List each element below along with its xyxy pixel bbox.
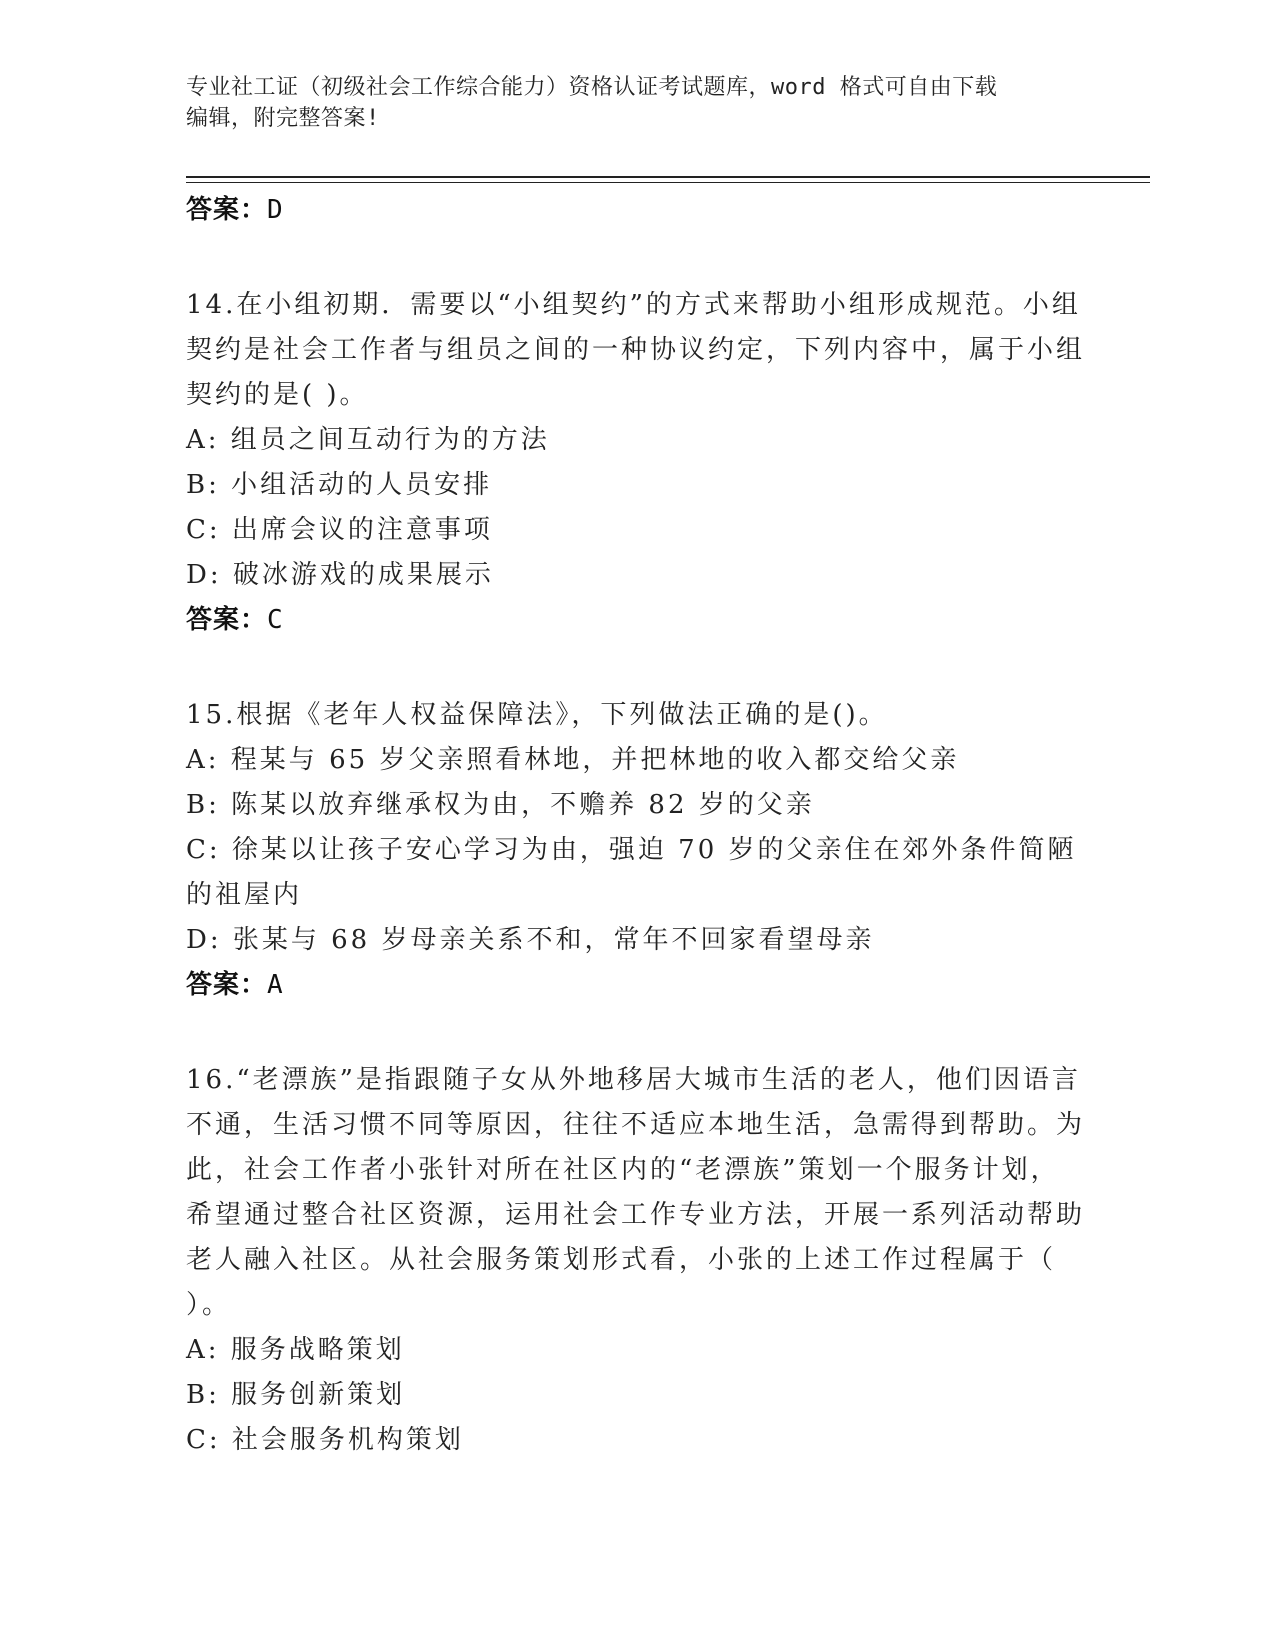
question-14-option-d: D: 破冰游戏的成果展示 — [186, 560, 494, 590]
question-15-answer — [186, 963, 1086, 1008]
answer-label: 答案： — [186, 605, 268, 635]
answer-value: C — [267, 605, 284, 635]
exam-content — [186, 188, 1115, 1463]
header-divider-thin — [186, 182, 1150, 183]
question-16-option-c: C: 社会服务机构策划 — [186, 1425, 464, 1455]
answer-label: 答案： — [186, 970, 268, 1000]
answer-value: A — [267, 970, 284, 1000]
question-16-option-b: B: 服务创新策划 — [186, 1380, 406, 1410]
answer-line — [186, 188, 1086, 233]
question-15-option-c: C: 徐某以让孩子安心学习为由，强迫 70 岁的父亲住在郊外条件简陋的祖屋内 — [186, 835, 1077, 910]
question-15-text: 15.根据《老年人权益保障法》，下列做法正确的是()。 — [186, 700, 888, 730]
question-14-option-a: A: 组员之间互动行为的方法 — [186, 425, 550, 455]
question-16-text: 16.“老漂族”是指跟随子女从外地移居大城市生活的老人，他们因语言不通，生活习惯不同等原因，往往不适应本地生活，急需得到帮助。为此，社会工作者小张针对所在社区内的“老漂族”策划一个服务计划，希望通过整合社区资源，运用社会工作专业方法，开展一系列活动帮助老人融入社区。从社会服务策划形式看，小张的上述工作过程属于（ ）。 — [186, 1065, 1115, 1320]
header-divider-thick — [186, 176, 1150, 178]
header-line-2: 编辑，附完整答案! — [186, 106, 380, 131]
question-15-option-b: B: 陈某以放弃继承权为由，不赡养 82 岁的父亲 — [186, 790, 815, 820]
question-16-option-a: A: 服务战略策划 — [186, 1335, 405, 1365]
question-14-option-c: C: 出席会议的注意事项 — [186, 515, 493, 545]
document-header — [186, 72, 1086, 134]
answer-label: 答案： — [186, 195, 268, 225]
question-15-option-d: D: 张某与 68 岁母亲关系不和，常年不回家看望母亲 — [186, 925, 875, 955]
header-line-1: 专业社工证（初级社会工作综合能力）资格认证考试题库，word 格式可自由下载 — [186, 75, 998, 100]
question-14-text: 14.在小组初期．需要以“小组契约”的方式来帮助小组形成规范。小组契约是社会工作者与组员之间的一种协议约定，下列内容中，属于小组契约的是( )。 — [186, 290, 1086, 410]
question-14-answer — [186, 598, 1086, 643]
answer-value: D — [267, 195, 284, 225]
question-14-option-b: B: 小组活动的人员安排 — [186, 470, 493, 500]
question-15-option-a: A: 程某与 65 岁父亲照看林地，并把林地的收入都交给父亲 — [186, 745, 960, 775]
